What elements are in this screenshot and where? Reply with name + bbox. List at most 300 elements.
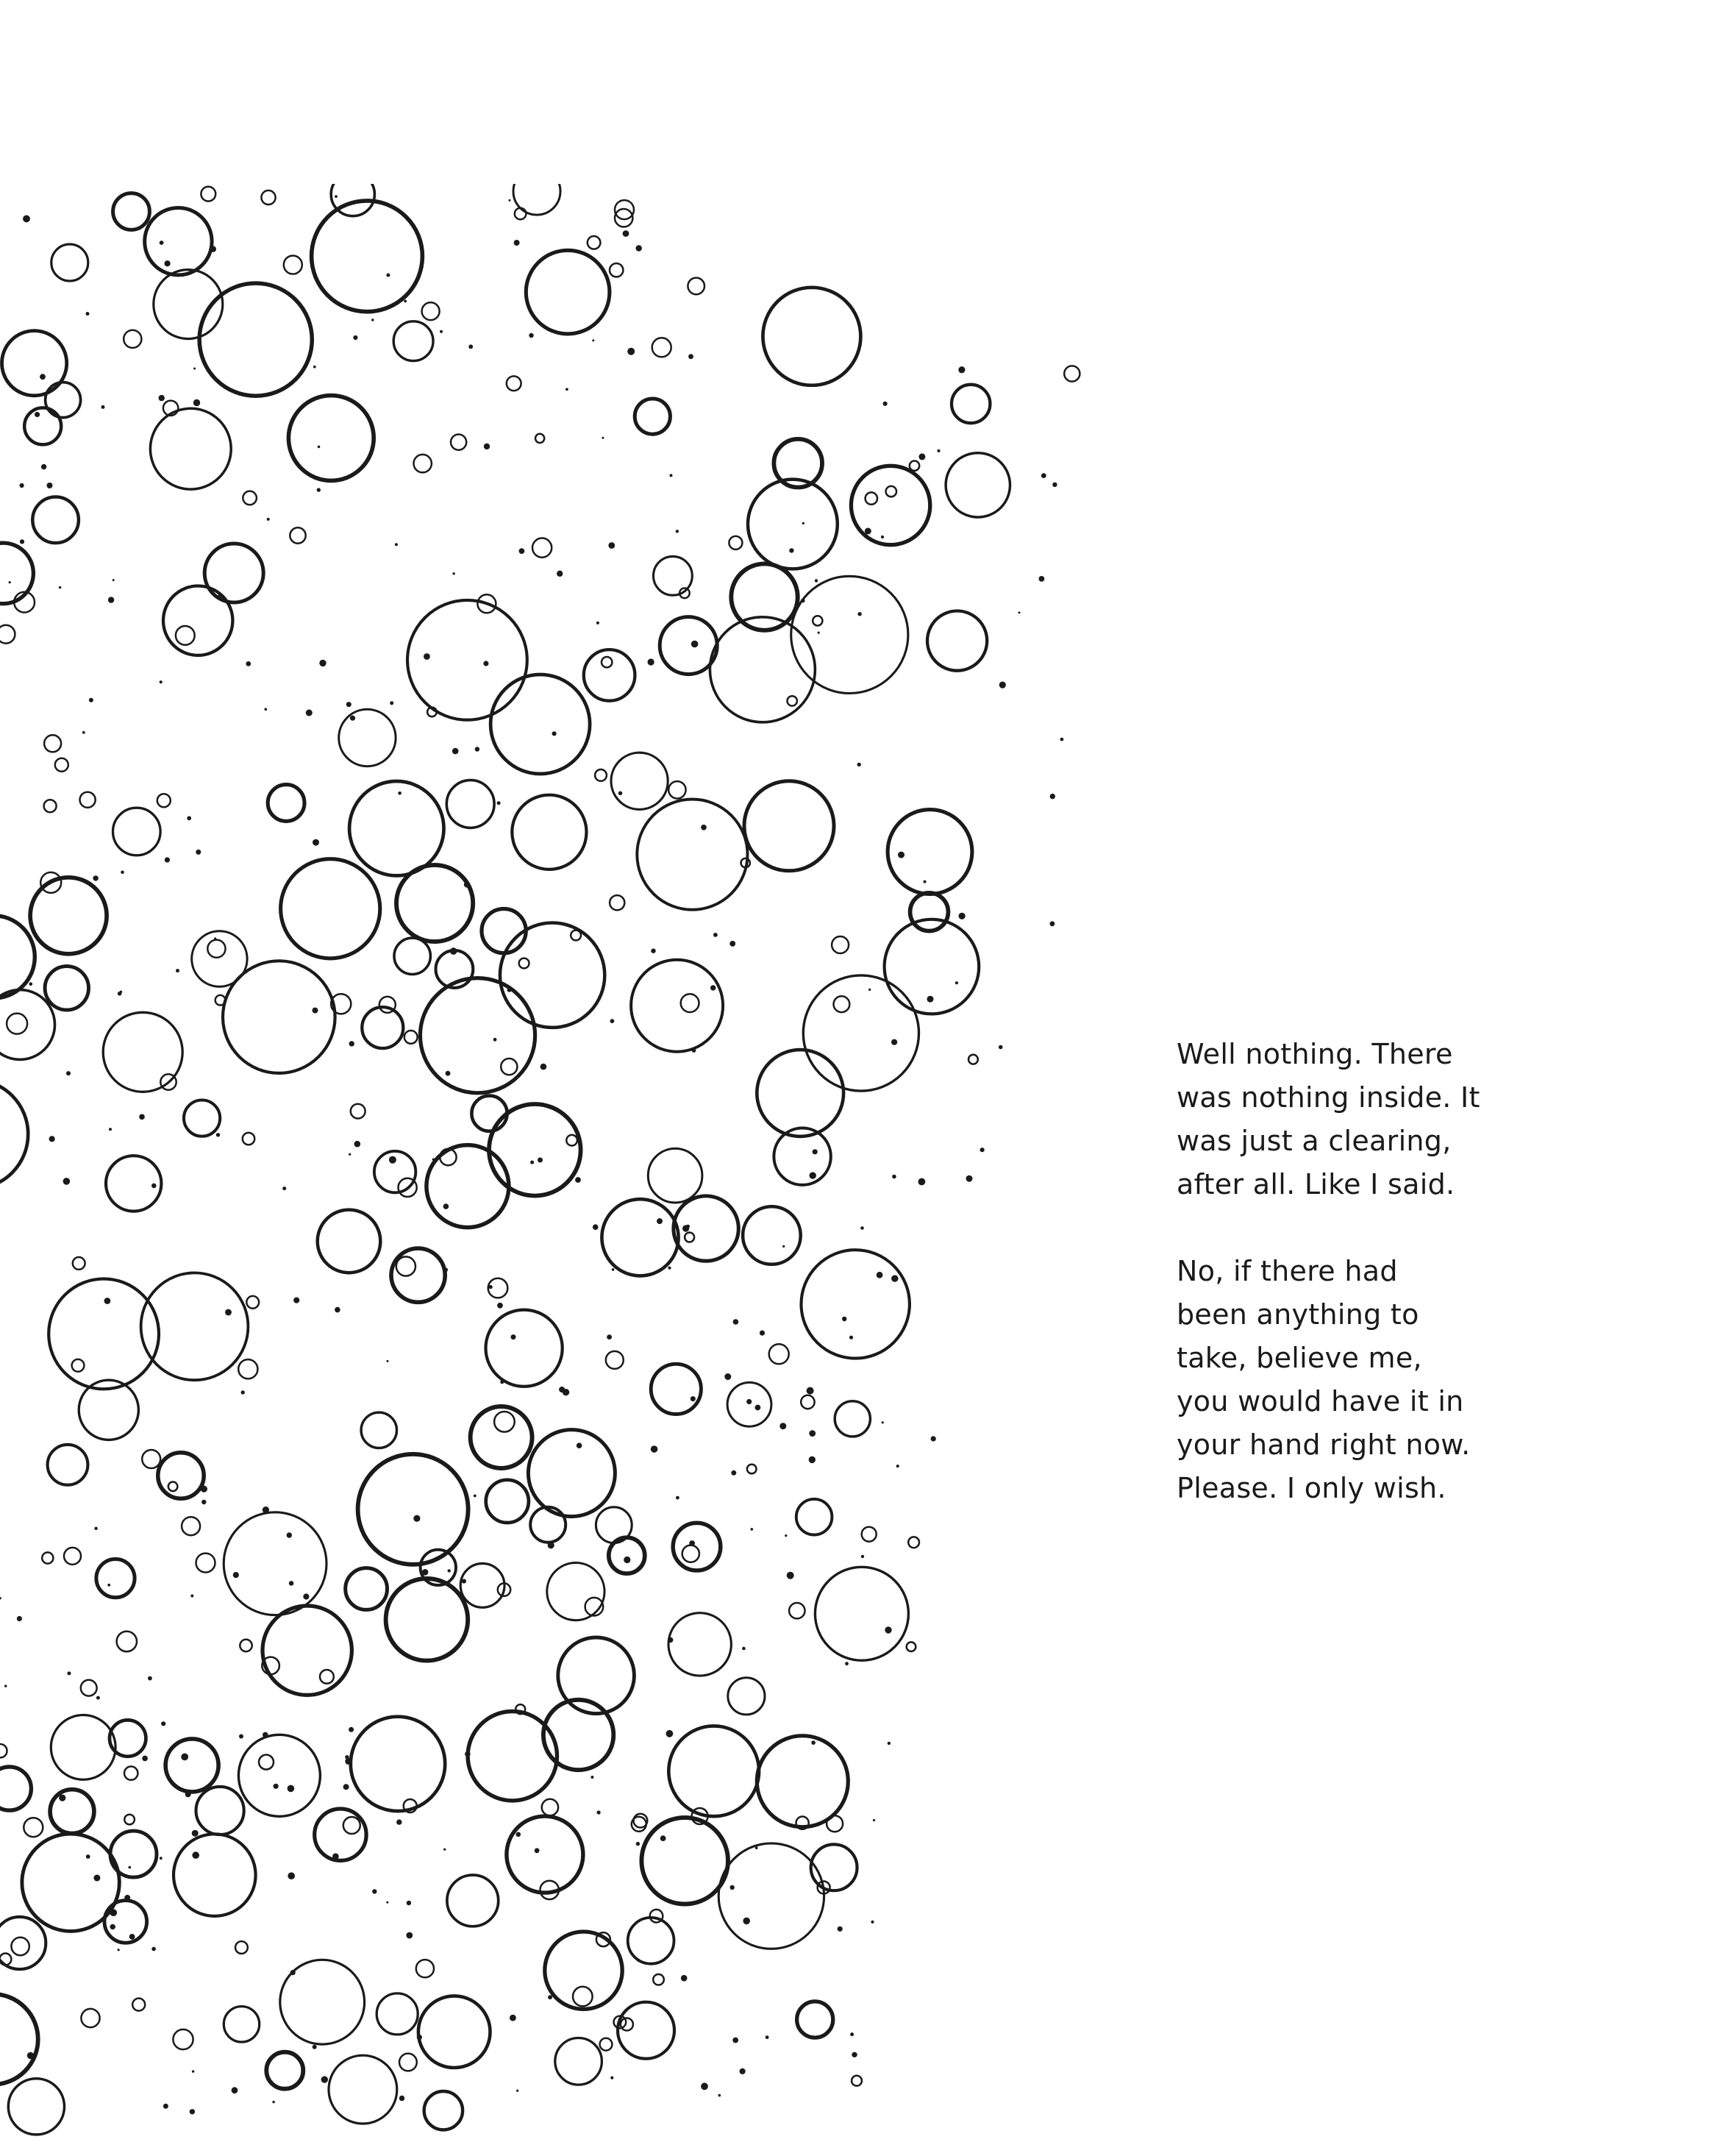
ink-bubble-ring (486, 1310, 563, 1387)
ink-speck (274, 1784, 279, 1789)
ink-speck (267, 518, 270, 521)
ink-speck (885, 1626, 891, 1633)
ink-speck (124, 1895, 130, 1901)
ink-speck (313, 839, 319, 846)
ink-speck (815, 579, 818, 582)
ink-droplet-ring (0, 625, 15, 644)
ink-speck (387, 1360, 389, 1362)
ink-bubble-ring (339, 709, 396, 766)
ink-speck (507, 988, 512, 992)
ink-droplet-ring (117, 1632, 137, 1651)
ink-bubble-ring (815, 1567, 908, 1660)
ink-droplet-ring (610, 895, 624, 910)
ink-droplet-ring (866, 492, 877, 504)
ink-speck (129, 1934, 135, 1940)
text-line: your hand right now. (1177, 1429, 1471, 1461)
ink-bubble-ring (113, 808, 161, 855)
ink-bubble-ring (631, 960, 723, 1052)
ink-bubble-ring (797, 2002, 833, 2038)
ink-bubble-ring (486, 1480, 529, 1523)
ink-speck (924, 880, 927, 883)
ink-speck (443, 1267, 448, 1272)
ink-droplet-ring (404, 1031, 418, 1044)
ink-speck (818, 632, 820, 634)
ink-speck (192, 2070, 194, 2072)
ink-bubble-stains-illustration (0, 184, 1110, 2141)
ink-speck (41, 464, 46, 469)
ink-speck (746, 1399, 752, 1404)
ink-bubble-ring (635, 399, 670, 434)
ink-speck (500, 1380, 504, 1384)
ink-droplet-ring (124, 330, 141, 348)
ink-droplet-ring (290, 527, 305, 543)
ink-bubble-ring (468, 1712, 557, 1801)
ink-speck (151, 1184, 157, 1189)
ink-speck (452, 748, 459, 755)
ink-speck (272, 2101, 274, 2103)
ink-bubble-ring (163, 586, 232, 655)
ink-speck (346, 702, 352, 707)
ink-bubble-ring (50, 1790, 94, 1834)
ink-droplet-ring (124, 1766, 138, 1779)
ink-speck (608, 542, 615, 549)
text-line: you would have it in (1177, 1385, 1464, 1417)
ink-droplet-ring (852, 2076, 862, 2086)
ink-bubble-ring (500, 923, 604, 1028)
ink-speck (873, 1819, 875, 1821)
ink-speck (142, 1756, 148, 1762)
ink-speck (241, 1390, 245, 1394)
ink-droplet-ring (968, 1055, 978, 1064)
ink-speck (20, 483, 24, 488)
ink-speck (730, 1885, 735, 1890)
ink-droplet-ring (320, 1670, 334, 1684)
ink-bubble-ring (660, 617, 717, 675)
ink-speck (190, 1595, 193, 1598)
ink-droplet-ring (1064, 366, 1080, 381)
ink-speck (657, 1218, 663, 1224)
ink-droplet-ring (451, 435, 466, 450)
ink-speck (610, 2077, 613, 2079)
ink-droplet-ring (610, 263, 623, 277)
ink-bubble-ring (651, 1364, 701, 1414)
ink-droplet-ring (124, 1815, 135, 1825)
ink-speck (82, 731, 85, 734)
ink-bubble-ring (512, 795, 586, 869)
ink-speck (668, 1637, 673, 1643)
ink-bubble-ring (710, 617, 815, 722)
ink-bubble-ring (447, 1875, 499, 1926)
ink-droplet-ring (729, 536, 742, 549)
ink-droplet-ring (55, 758, 68, 772)
ink-speck (883, 402, 888, 406)
ink-droplet-ring (600, 2038, 613, 2051)
ink-droplet-ring (24, 1818, 43, 1837)
ink-speck (552, 731, 557, 736)
ink-speck (390, 701, 393, 705)
ink-speck (1018, 611, 1021, 613)
ink-droplet-ring (681, 994, 699, 1012)
ink-bubble-ring (8, 2079, 64, 2135)
ink-speck (404, 300, 407, 303)
ink-speck (743, 1918, 750, 1925)
ink-speck (107, 1584, 110, 1587)
ink-droplet-ring (907, 1642, 916, 1651)
ink-bubble-ring (113, 193, 150, 230)
ink-droplet-ring (653, 1974, 664, 1985)
ink-bubble-ring (391, 1248, 445, 1302)
ink-speck (807, 1387, 814, 1395)
ink-speck (731, 1470, 736, 1476)
ink-speck (514, 240, 520, 246)
ink-bubble-ring (555, 2038, 602, 2085)
ink-droplet-ring (243, 1133, 254, 1145)
ink-speck (160, 1857, 163, 1860)
ink-speck (35, 412, 40, 417)
ink-speck (306, 710, 313, 716)
ink-speck (287, 1532, 292, 1537)
ink-speck (813, 1149, 818, 1154)
ink-droplet-ring (7, 1014, 27, 1034)
ink-bubble-ring (150, 408, 231, 489)
ink-bubble-ring (743, 1206, 801, 1264)
ink-speck (888, 1742, 891, 1745)
ink-bubble-ring (362, 1007, 403, 1048)
ink-droplet-ring (176, 626, 195, 645)
ink-speck (511, 1334, 516, 1340)
ink-speck (440, 330, 443, 333)
ink-droplet-ring (0, 1744, 7, 1757)
ink-speck (755, 1846, 758, 1849)
ink-speck (931, 1436, 936, 1441)
ink-speck (845, 1662, 849, 1665)
ink-droplet-ring (379, 997, 396, 1013)
ink-speck (559, 1387, 565, 1392)
ink-speck (602, 437, 604, 439)
ink-bubble-ring (637, 800, 747, 910)
ink-speck (877, 1272, 883, 1278)
ink-speck (399, 2096, 404, 2101)
ink-speck (607, 1334, 612, 1340)
ink-speck (345, 1758, 352, 1765)
ink-bubble-ring (312, 201, 423, 312)
ink-droplet-ring (813, 616, 822, 625)
ink-speck (1050, 921, 1055, 926)
ink-speck (192, 1830, 199, 1837)
ink-speck (852, 2052, 857, 2057)
ink-speck (86, 312, 90, 316)
ink-speck (865, 528, 871, 535)
ink-speck (40, 374, 46, 380)
ink-speck (139, 1114, 145, 1120)
ink-droplet-ring (602, 657, 612, 667)
ink-speck (233, 1572, 239, 1578)
ink-speck (214, 937, 216, 939)
ink-speck (395, 543, 398, 546)
ink-droplet-ring (566, 1135, 577, 1146)
ink-speck (332, 1853, 339, 1860)
ink-bubble-ring (238, 1735, 320, 1816)
ink-bubble-ring (748, 480, 838, 569)
ink-speck (860, 1226, 864, 1230)
ink-speck (450, 947, 457, 955)
ink-speck (488, 1285, 492, 1289)
ink-speck (422, 1569, 429, 1576)
ink-speck (424, 653, 430, 660)
ink-bubble-ring (611, 753, 668, 809)
ink-bubble-ring (386, 1579, 468, 1661)
ink-speck (648, 658, 654, 665)
ink-speck (474, 1495, 477, 1498)
ink-bubble-ring (668, 1613, 731, 1676)
ink-droplet-ring (834, 996, 850, 1012)
ink-speck (462, 1579, 466, 1584)
ink-speck (509, 199, 511, 202)
ink-bubble-ring (396, 865, 473, 942)
ink-droplet-ring (343, 1817, 360, 1834)
ink-bubble-ring (45, 967, 88, 1010)
ink-speck (710, 985, 716, 990)
ink-speck (999, 682, 1006, 689)
ink-bubble-ring (329, 2055, 397, 2124)
ink-speck (896, 1465, 899, 1467)
ink-bubble-ring (489, 1104, 581, 1196)
text-line: Please. I only wish. (1177, 1472, 1446, 1504)
ink-droplet-ring (44, 735, 61, 752)
ink-droplet-ring (157, 794, 171, 807)
ink-droplet-ring (688, 278, 704, 295)
ink-speck (596, 622, 599, 625)
ink-speck (483, 661, 488, 666)
ink-droplet-ring (44, 800, 57, 812)
ink-speck (290, 1970, 296, 1975)
ink-speck (575, 1177, 581, 1183)
ink-speck (1060, 738, 1064, 741)
ink-speck (317, 488, 321, 491)
ink-bubble-ring (394, 938, 430, 974)
ink-droplet-ring (196, 1554, 215, 1573)
story-text (1177, 1033, 1559, 1510)
ink-bubble-ring (346, 1568, 388, 1610)
ink-bubble-ring (268, 785, 304, 822)
ink-speck (857, 612, 861, 616)
ink-bubble-ring (315, 1809, 366, 1860)
ink-droplet-ring (81, 2009, 99, 2027)
ink-speck (1041, 473, 1046, 478)
ink-speck (17, 1616, 22, 1621)
ink-speck (733, 1319, 739, 1325)
ink-speck (692, 1048, 696, 1053)
ink-droplet-ring (207, 940, 225, 958)
ink-bubble-ring (51, 244, 88, 281)
ink-speck (118, 992, 122, 996)
ink-speck (701, 825, 707, 830)
ink-bubble-ring (349, 781, 443, 875)
ink-speck (343, 1784, 349, 1790)
ink-bubble-ring (48, 1445, 88, 1485)
ink-bubble-ring (796, 1499, 832, 1535)
ink-bubble-ring (910, 893, 949, 931)
ink-speck (349, 1727, 354, 1732)
ink-speck (181, 1754, 188, 1761)
ink-speck (353, 335, 357, 340)
ink-speck (293, 1298, 299, 1303)
ink-speck (742, 1647, 746, 1651)
ink-speck (443, 1203, 449, 1209)
ink-speck (108, 597, 114, 602)
ink-speck (918, 453, 925, 460)
text-line: after all. Like I said. (1177, 1168, 1455, 1200)
ink-speck (838, 1926, 843, 1932)
ink-bubble-ring (377, 1993, 418, 2035)
ink-droplet-ring (588, 236, 601, 249)
ink-speck (349, 1041, 354, 1046)
ink-droplet-ring (501, 1059, 517, 1075)
ink-speck (151, 1947, 156, 1952)
ink-speck (610, 1019, 615, 1023)
ink-droplet-ring (652, 338, 671, 357)
ink-speck (446, 1071, 451, 1076)
ink-droplet-ring (235, 1941, 248, 1954)
ink-bubble-ring (351, 1717, 445, 1811)
ink-speck (565, 388, 568, 391)
ink-speck (288, 1872, 295, 1879)
ink-speck (668, 1267, 671, 1270)
ink-speck (176, 969, 179, 972)
ink-speck (406, 1932, 413, 1939)
ink-speck (809, 1430, 816, 1437)
ink-speck (196, 850, 201, 855)
ink-speck (591, 1776, 593, 1779)
ink-speck (691, 641, 699, 648)
ink-speck (161, 1721, 165, 1726)
ink-speck (660, 1835, 666, 1841)
ink-bubble-ring (110, 1831, 157, 1877)
ink-droplet-ring (621, 2018, 633, 2031)
ink-bubble-ring (199, 283, 312, 396)
ink-speck (593, 1224, 599, 1230)
ink-droplet-ring (832, 936, 849, 953)
ink-droplet-ring (747, 1465, 757, 1474)
ink-speck (407, 1901, 411, 1905)
ink-droplet-ring (650, 1910, 663, 1923)
ink-speck (372, 1889, 377, 1893)
ink-droplet-ring (571, 931, 581, 941)
ink-bubble-ring (728, 1678, 765, 1715)
ink-bubble-ring (763, 288, 860, 385)
ink-droplet-ring (573, 1987, 593, 2007)
ink-bubble-ring (791, 576, 908, 693)
ink-speck (452, 572, 454, 574)
ink-bubble-ring (952, 385, 990, 423)
ink-bubble-ring (802, 1250, 910, 1358)
ink-bubble-ring (446, 780, 494, 828)
ink-speck (955, 981, 958, 984)
ink-speck (110, 1924, 115, 1929)
ink-bubble-ring (420, 978, 535, 1093)
ink-bubble-ring (547, 1563, 604, 1620)
ink-bubble-ring (628, 1918, 674, 1964)
ink-droplet-ring (519, 958, 529, 969)
ink-speck (732, 2038, 738, 2043)
ink-speck (1050, 794, 1055, 799)
ink-bubble-ring (803, 975, 918, 1091)
ink-speck (801, 599, 805, 603)
ink-speck (740, 2068, 746, 2074)
ink-speck (842, 1317, 846, 1321)
ink-droplet-ring (73, 1257, 85, 1270)
ink-bubble-ring (545, 1932, 622, 2009)
ink-speck (9, 581, 11, 583)
ink-speck (185, 1791, 191, 1797)
ink-speck (104, 1298, 111, 1304)
ink-bubble-ring (530, 1507, 565, 1543)
ink-speck (688, 354, 693, 359)
ink-droplet-ring (64, 1548, 81, 1565)
ink-speck (160, 241, 164, 245)
text-line: take, believe me, (1177, 1342, 1422, 1374)
ink-speck (109, 1128, 112, 1131)
ink-speck (676, 530, 679, 533)
ink-speck (335, 1307, 340, 1313)
ink-speck (519, 548, 525, 554)
ink-speck (497, 1303, 503, 1309)
ink-speck (676, 1496, 679, 1500)
ink-droplet-ring (507, 376, 521, 391)
ink-bubble-ring (927, 611, 987, 671)
ink-speck (670, 474, 673, 477)
ink-speck (59, 586, 61, 588)
ink-speck (729, 941, 735, 947)
ink-droplet-ring (422, 302, 440, 320)
ink-speck (468, 344, 473, 349)
ink-bubble-ring (596, 1507, 632, 1543)
ink-speck (1039, 576, 1045, 582)
ink-droplet-ring (801, 1395, 814, 1409)
text-line: No, if there had (1177, 1255, 1398, 1287)
ink-speck (882, 1421, 884, 1423)
ink-speck (999, 1045, 1003, 1050)
text-line: been anything to (1177, 1298, 1419, 1331)
ink-speck (612, 1268, 615, 1271)
ink-speck (265, 708, 268, 711)
ink-speck (218, 594, 222, 599)
paragraph-gap (1177, 1206, 1559, 1250)
ink-droplet-ring (42, 1552, 53, 1563)
ink-bubble-ring (46, 383, 81, 418)
ink-bubble-ring (318, 1210, 381, 1273)
ink-bubble-ring (224, 2007, 259, 2042)
ink-speck (319, 660, 326, 666)
ink-speck (68, 1671, 71, 1675)
ink-droplet-ring (259, 1755, 274, 1770)
ink-speck (766, 2035, 769, 2039)
ink-droplet-ring (595, 769, 607, 781)
ink-droplet-ring (132, 1999, 145, 2011)
ink-droplet-ring (399, 2054, 417, 2071)
ink-speck (624, 1556, 630, 1563)
ink-bubble-ring (103, 1012, 182, 1092)
ink-speck (66, 1071, 71, 1075)
ink-speck (27, 2052, 34, 2059)
ink-bubble-ring (424, 2091, 463, 2130)
ink-bubble-ring (946, 453, 1010, 517)
ink-droplet-ring (535, 434, 544, 443)
ink-speck (538, 1158, 543, 1163)
ink-speck (898, 852, 905, 858)
ink-droplet-ring (261, 191, 275, 204)
ink-speck (47, 483, 53, 488)
